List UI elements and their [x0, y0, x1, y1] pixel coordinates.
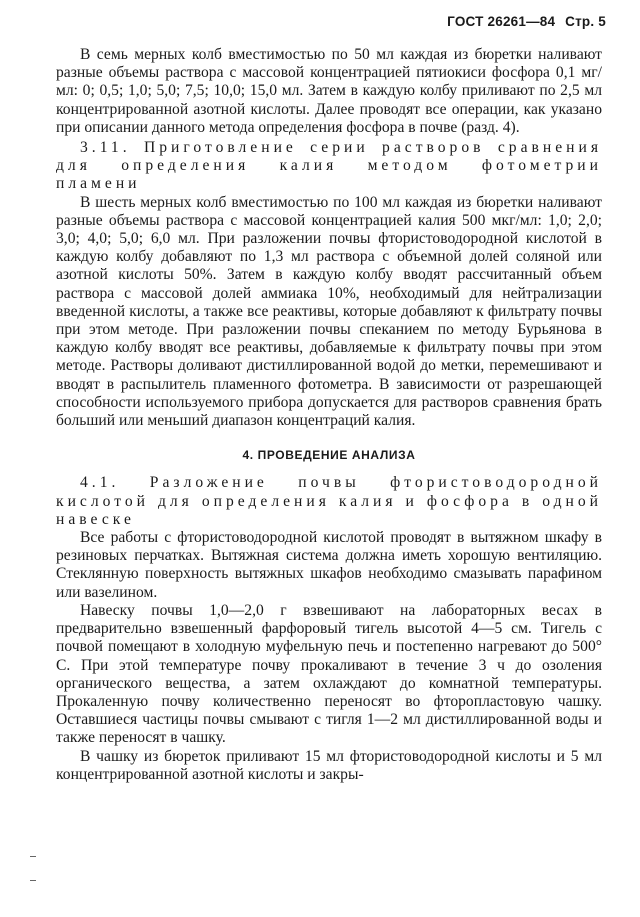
paragraph-safety: Все работы с фтористоводородной кислотой проводят в вытяжном шкафу в резиновых перчатках. Вытяжная система должна иметь хорошую вентиляцию. Стеклянную поверхность вытяжных шкафов необходимо смазывать парафином или вазелином. [56, 529, 602, 601]
margin-mark [30, 856, 36, 857]
paragraph-potassium-standards: В шесть мерных колб вместимостью по 100 мл каждая из бюретки наливают разные объемы раствора с массовой концентрацией калия 500 мкг/мл: 1,0; 2,0; 3,0; 4,0; 5,0; 6,0 мл. При разложении почвы фтористоводородной кислотой в каждую колбу добавляют по 1,3 мл раствора с объемной долей соляной или азотной кислоты 50%. Затем в каждую колбу вводят рассчитанный объем раствора с массовой долей аммиака 10%, необходимый для нейтрализации введенной кислоты, а также все реактивы, которые добавляют к фильтрату почвы при этом методе. При разложении почвы спеканием по методу Бурьянова в каждую колбу вводят все реактивы, добавляемые к фильтрату почвы при этом методе. Растворы доливают дистиллированной водой до метки, перемешивают и вводят в распылитель пламенного фотометра. В зависимости от разрешающей способности используемого прибора допускается для растворов сравнения брать больший или меньший диапазон концентраций калия. [56, 193, 602, 430]
paragraph-sample-ashing: Навеску почвы 1,0—2,0 г взвешивают на лабораторных весах в предварительно взвешенный фарфоровый тигель высотой 4—5 см. Тигель с почвой помещают в холодную муфельную печь и постепенно нагревают до 500° С. При этой температуре почву прокаливают в течение 3 ч до озоления органического вещества, а затем охлаждают до комнатной температуры. Прокаленную почву количественно переносят во фторопластовую чашку. Оставшиеся частицы почвы смывают с тигля 1—2 мл дистиллированной воды и также переносят в чашку. [56, 601, 602, 747]
subsection-heading-3-11: 3.11. Приготовление серии растворов сравнения для определения калия методом фотометрии пламени [56, 139, 602, 193]
margin-mark [30, 880, 36, 881]
page-number: Стр. 5 [565, 14, 606, 29]
page-header [447, 14, 606, 29]
section-title-4: 4. ПРОВЕДЕНИЕ АНАЛИЗА [242, 448, 416, 463]
document-body [56, 46, 602, 784]
paragraph-phosphorus-standards: В семь мерных колб вместимостью по 50 мл каждая из бюретки наливают разные объемы раствора с массовой концентрацией пятиокиси фосфора 0,1 мг/мл: 0; 0,5; 1,0; 5,0; 7,5; 10,0; 15,0 мл. Затем в каждую колбу приливают по 2,5 мл концентрированной азотной кислоты. Далее проводят все операции, как указано при описании данного метода определения фосфора в почве (разд. 4). [56, 46, 602, 136]
paragraph-acid-addition: В чашку из бюреток приливают 15 мл фтористоводородной кислоты и 5 мл концентрированной азотной кислоты и закры- [56, 747, 602, 783]
subsection-heading-4-1: 4.1. Разложение почвы фтористоводородной кислотой для определения калия и фосфора в одной навеске [56, 474, 602, 528]
standard-number: ГОСТ 26261—84 [447, 14, 556, 29]
